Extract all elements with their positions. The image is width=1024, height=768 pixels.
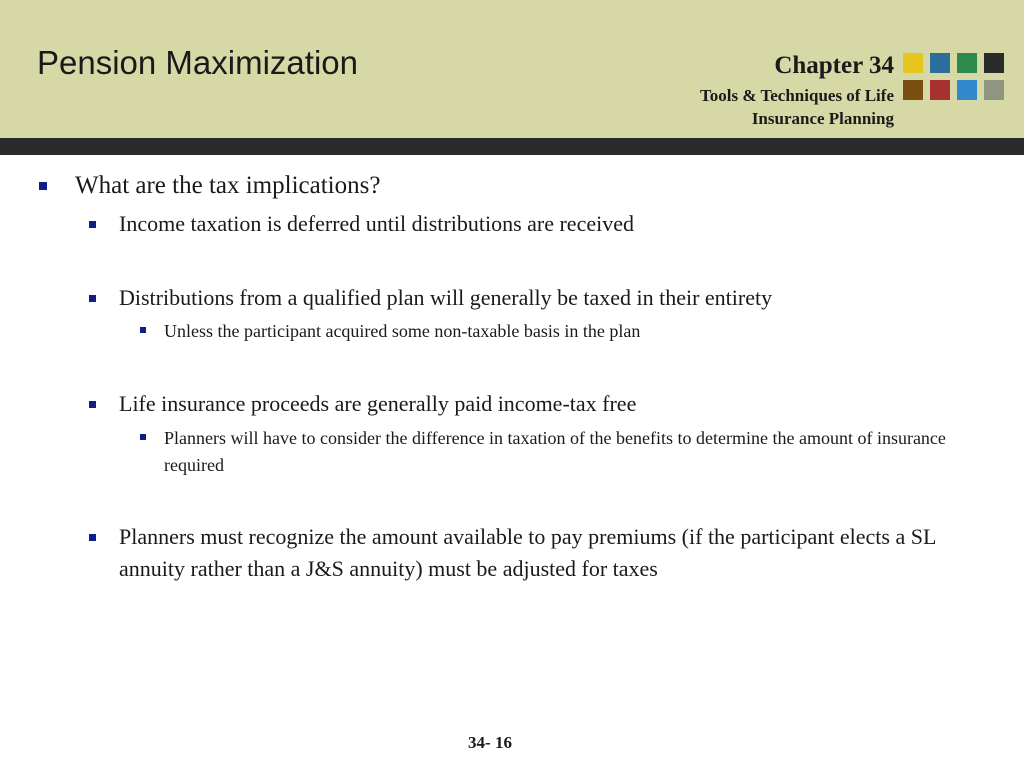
square-1 — [903, 53, 923, 73]
slide-title: Pension Maximization — [37, 44, 358, 81]
square-4 — [984, 53, 1004, 73]
bullet-icon — [89, 221, 96, 228]
point-2-sub: Unless the participant acquired some non-taxable basis in the plan — [164, 321, 641, 341]
page-number: 34- 16 — [468, 733, 512, 752]
square-8 — [984, 80, 1004, 100]
chapter-subtitle-line1: Tools & Techniques of Life — [700, 86, 894, 105]
bullet-icon — [39, 182, 47, 190]
point-4: Planners must recognize the amount available to pay premiums (if the participant elects a SL annuity rather than a J&S annuity) must be adjusted for taxes — [119, 524, 936, 581]
bullet-icon — [140, 434, 146, 440]
point-1: Income taxation is deferred until distributions are received — [119, 211, 634, 236]
square-6 — [930, 80, 950, 100]
bullet-icon — [89, 534, 96, 541]
bullet-icon — [89, 295, 96, 302]
square-3 — [957, 53, 977, 73]
slide-header — [0, 0, 1024, 138]
chapter-subtitle-line2: Insurance Planning — [751, 109, 894, 128]
bullet-icon — [89, 401, 96, 408]
chapter-label: Chapter 34 — [774, 52, 894, 79]
square-5 — [903, 80, 923, 100]
point-3-sub: Planners will have to consider the difference in taxation of the benefits to determine the amount of insurance required — [164, 428, 946, 475]
main-question: What are the tax implications? — [75, 172, 381, 199]
point-3: Life insurance proceeds are generally paid income-tax free — [119, 391, 637, 416]
square-2 — [930, 53, 950, 73]
point-2: Distributions from a qualified plan will generally be taxed in their entirety — [119, 285, 773, 310]
chapter-subtitle — [634, 84, 894, 130]
color-squares-logo — [901, 53, 1011, 103]
bullet-icon — [140, 327, 146, 333]
header-divider-bar — [0, 138, 1024, 155]
square-7 — [957, 80, 977, 100]
